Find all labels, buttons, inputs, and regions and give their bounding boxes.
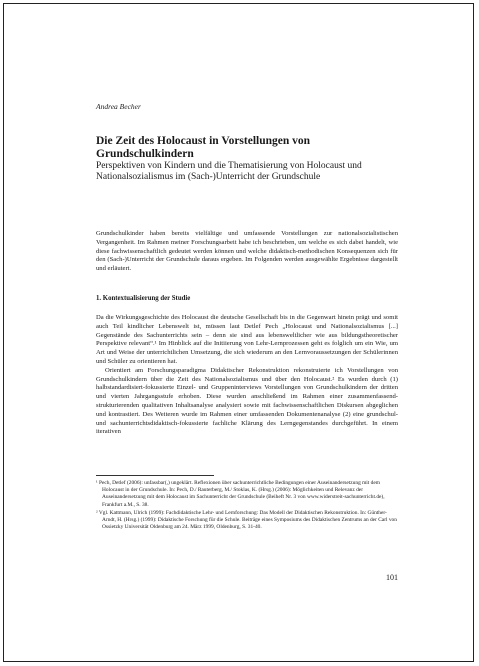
section-heading: 1. Kontextualisierung der Studie xyxy=(96,295,191,302)
footnote: ¹ Pech, Detlef (2006): unfassbar(,) ungeklärt. Reflexionen über sachunterrichtliche Bedingungen einer Auseinandersetzung mit dem Holocaust in der Grundschule. In: Pech, D./ Rauterberg, M./ Stoklas, K. (Hrsg.) (2006): Möglichkeiten und Relevanz der Auseinandersetzung mit dem Holocaust im Sachunterricht der Grundschule (Beiheft Nr. 3 von www.widerstreit-sachunterricht.de), Frankfurt a.M., S. 38. xyxy=(96,480,385,508)
body-paragraph: Orientiert am Forschungsparadigma Didaktischer Rekonstruktion rekonstruierte ich Vorstellungen von Grundschulkindern über die Zeit des Nationalsozialismus und über den Holocaust.² Es wurden durch (1) halbstandardisiert-fokussierte Einzel- und Gruppeninterviews Vorstellungen von Grundschulkindern der dritten und vierten Jahrgangsstufe erhoben. Diese wurden anschließend im Rahmen einer zusammenfassend-strukturierenden qualitativen Inhaltsanalyse analysiert sowie mit fachwissenschaftlichen Diskursen abgeglichen und kontrastiert. Des Weiteren wurde im Rahmen einer umfassenden Dokumentenanalyse (2) eine grundschul- und sachunterrichtsdidaktisch-fokussierte fachliche Klärung des Lerngegenstandes durchgeführt. In einem iterativen xyxy=(96,366,398,436)
article-title: Die Zeit des Holocaust in Vorstellungen von Grundschulkindern xyxy=(96,135,311,160)
page-content xyxy=(96,4,398,663)
body-paragraph: Da die Wirkungsgeschichte des Holocaust die deutsche Gesellschaft bis in die Gegenwart hinein prägt und somit auch Teil kindlicher Lebenswelt ist, müssen laut Detlef Pech „Holocaust und Nationalsozialismus [...] Gegenstände des Sachunterrichts sein – denn sie sind aus lebensweltlicher wie aus bildungstheoretischer Perspektive relevant“.¹ Im Hinblick auf die Initiierung von Lehr-Lernprozessen geht es folglich um ein Wie, um Art und Weise der unterrichtlichen Umsetzung, die sich wiederum an den Lernvoraussetzungen der Schülerinnen und Schüler zu orientieren hat. xyxy=(96,314,398,365)
footnote: ² Vgl. Kattmann, Ulrich (1999): Fachdidaktische Lehr- und Lernforschung: Das Modell der Didaktischen Rekonstruktion. In: Günther-Arndt, H. (Hrsg.) (1999): Didaktische Forschung für die Schule. Beiträge eines Symposiums des Didaktischen Zentrums an der Carl von Ossietzky Universität Oldenburg am 24. März 1999, Oldenburg, S. 31-40. xyxy=(96,509,397,531)
article-subtitle: Perspektiven von Kindern und die Thematisierung von Holocaust und Nationalsozialismus im (Sach-)Unterricht der Grundschule xyxy=(96,161,362,182)
page-frame xyxy=(3,3,474,662)
page-number: 101 xyxy=(386,573,398,582)
footnote-rule xyxy=(96,475,214,476)
abstract: Grundschulkinder haben bereits vielfältige und umfassende Vorstellungen zur nationalsozialistischen Vergangenheit. Im Rahmen meiner Forschungsarbeit habe ich beschrieben, um welche es sich dabei handelt, wie diese fachwissenschaftlich gedeutet werden können und welche didaktisch-methodischen Konsequenzen sich für den (Sach-)Unterricht der Grundschule daraus ergeben. Im Folgenden werden ausgewählte Ergebnisse dargestellt und erläutert. xyxy=(96,230,398,273)
author-name: Andrea Becher xyxy=(96,102,141,111)
footnotes xyxy=(96,480,398,532)
body-text xyxy=(96,314,398,437)
